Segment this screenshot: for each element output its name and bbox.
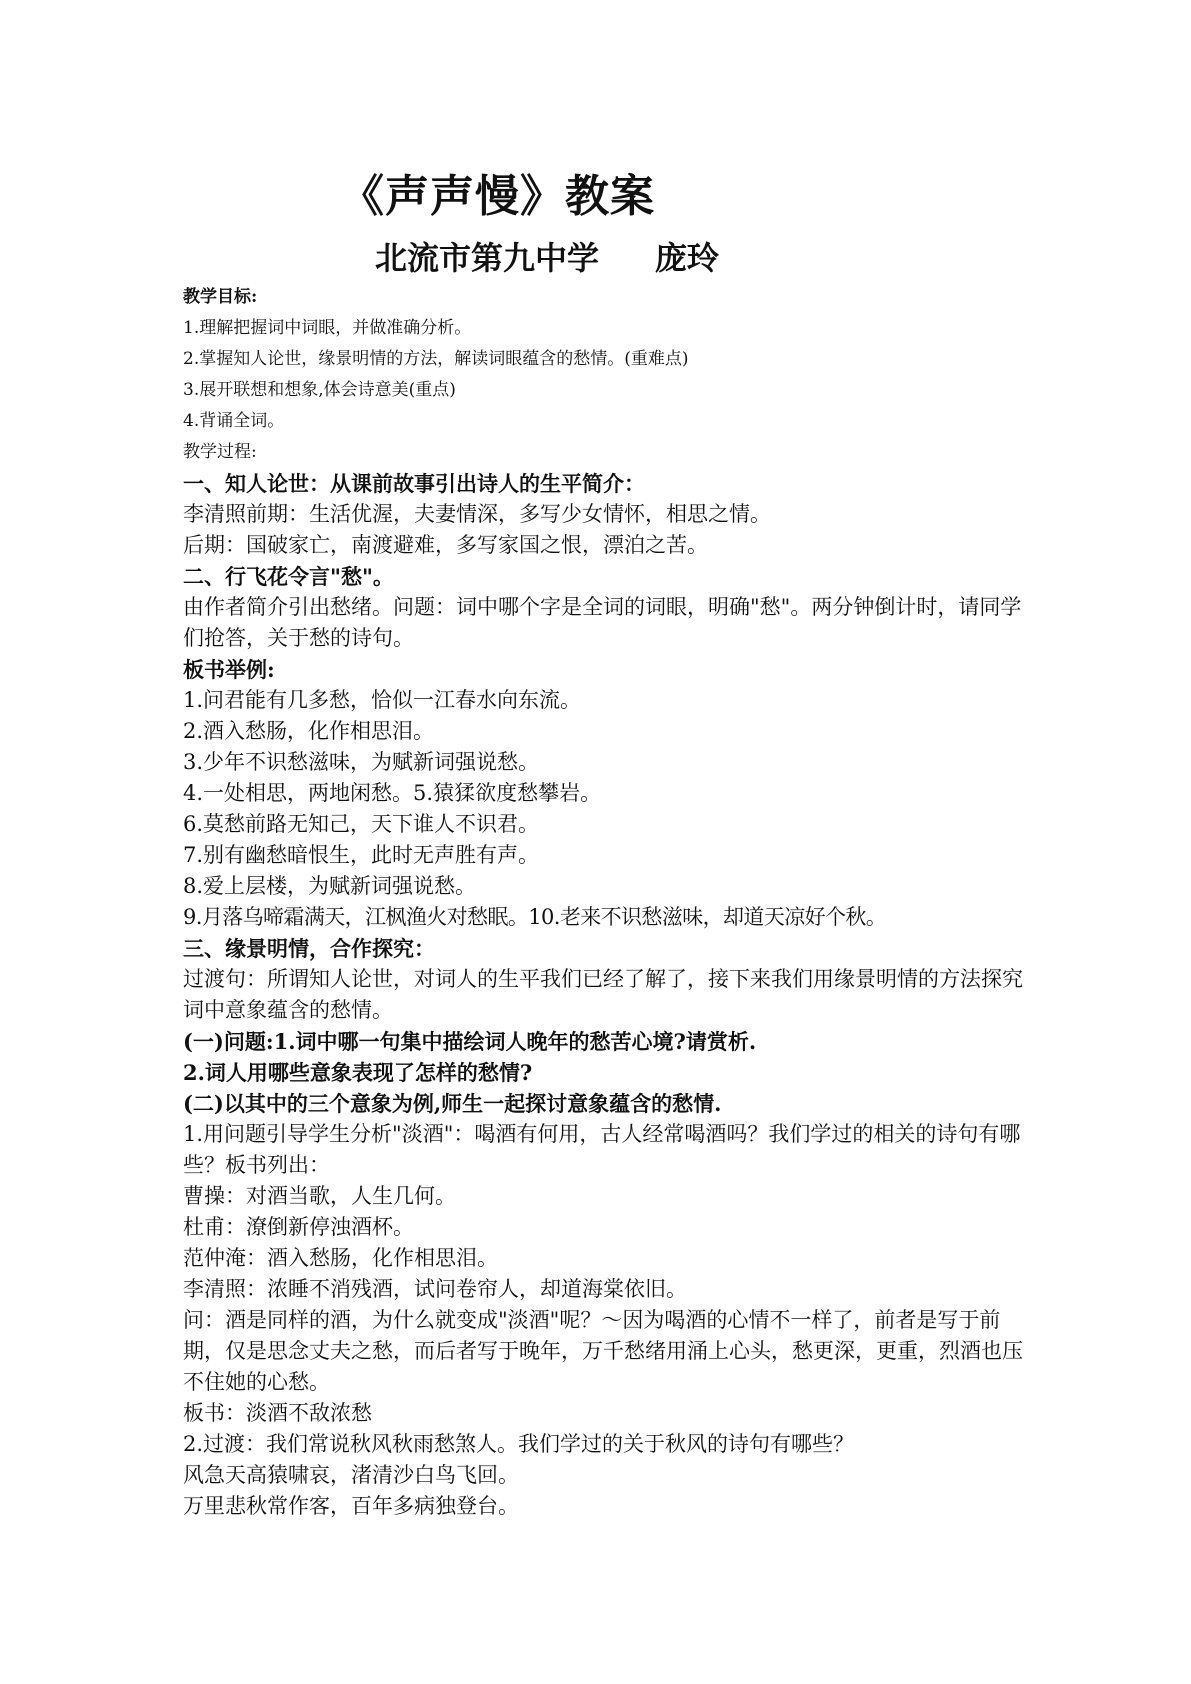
- objective-item: 3.展开联想和想象,体会诗意美(重点): [183, 380, 456, 400]
- section2-intro: 由作者简介引出愁绪。问题：词中哪个字是全词的词眼，明确"愁"。两分钟倒计时，请同学们抢答，关于愁的诗句。: [183, 595, 1022, 650]
- objective-item: 4.背诵全词。: [183, 411, 285, 431]
- board-heading: 板书举例:: [183, 657, 275, 682]
- wine-intro: 1.用问题引导学生分析"淡酒"：喝酒有何用，古人经常喝酒吗？我们学过的相关的诗句有哪些？板书列出：: [183, 1122, 1021, 1177]
- example-line: 9.月落乌啼霜满天，江枫渔火对愁眠。10.老来不识愁滋味，却道天凉好个秋。: [183, 905, 887, 929]
- objectives-heading: 教学目标:: [183, 287, 258, 307]
- wind-intro: 2.过渡：我们常说秋风秋雨愁煞人。我们学过的关于秋风的诗句有哪些？: [183, 1432, 855, 1456]
- section3-question2: 2.词人用哪些意象表现了怎样的愁情?: [183, 1060, 533, 1085]
- document-title: 《声声慢》教案: [340, 171, 655, 222]
- section3-heading: 三、缘景明情，合作探究：: [183, 936, 435, 961]
- wine-poem: 李清照：浓睡不消残酒，试问卷帘人，却道海棠依旧。: [183, 1277, 687, 1301]
- example-line: 1.问君能有几多愁，恰似一江春水向东流。: [183, 688, 582, 712]
- objective-item: 1.理解把握词中词眼，并做准确分析。: [183, 318, 472, 338]
- section3-part2: (二)以其中的三个意象为例,师生一起探讨意象蕴含的愁情.: [183, 1091, 722, 1116]
- example-line: 2.酒入愁肠，化作相思泪。: [183, 719, 435, 743]
- author-name: 庞玲: [655, 239, 720, 277]
- wine-poem: 范仲淹：酒入愁肠，化作相思泪。: [183, 1246, 498, 1270]
- section2-heading: 二、行飞花令言"愁"。: [183, 564, 394, 589]
- section3-transition: 过渡句：所谓知人论世，对词人的生平我们已经了解了，接下来我们用缘景明情的方法探究词中意象蕴含的愁情。: [183, 967, 1023, 1022]
- section1-line: 李清照前期：生活优渥，夫妻情深，多写少女情怀，相思之情。: [183, 502, 771, 526]
- section1-line: 后期：国破家亡，南渡避难，多写家国之恨，漂泊之苦。: [183, 533, 708, 557]
- example-line: 3.少年不识愁滋味，为赋新词强说愁。: [183, 750, 540, 774]
- process-heading: 教学过程:: [183, 442, 257, 462]
- wine-poem: 杜甫：潦倒新停浊酒杯。: [183, 1215, 414, 1239]
- document-body: [183, 282, 1023, 1522]
- objective-item: 2.掌握知人论世，缘景明情的方法，解读词眼蕴含的愁情。(重难点): [183, 349, 689, 369]
- school-name: 北流市第九中学: [375, 239, 600, 277]
- example-line: 6.莫愁前路无知己，天下谁人不识君。: [183, 812, 540, 836]
- document-byline: [375, 233, 719, 279]
- wine-question: 问：酒是同样的酒，为什么就变成"淡酒"呢？～因为喝酒的心情不一样了，前者是写于前期，仅是思念丈夫之愁，而后者写于晚年，万千愁绪用涌上心头，愁更深，更重，烈酒也压不住她的心愁。: [183, 1308, 1023, 1394]
- example-line: 7.别有幽愁暗恨生，此时无声胜有声。: [183, 843, 540, 867]
- wine-poem: 曹操：对酒当歌，人生几何。: [183, 1184, 456, 1208]
- example-line: 4.一处相思，两地闲愁。5.猿猱欲度愁攀岩。: [183, 781, 602, 805]
- wine-board: 板书：淡酒不敌浓愁: [183, 1401, 372, 1425]
- section1-heading: 一、知人论世：从课前故事引出诗人的生平简介：: [183, 471, 645, 496]
- wind-poem: 风急天高猿啸哀，渚清沙白鸟飞回。: [183, 1463, 519, 1487]
- example-line: 8.爱上层楼，为赋新词强说愁。: [183, 874, 477, 898]
- section3-question1: (一)问题:1.词中哪一句集中描绘词人晚年的愁苦心境?请赏析.: [183, 1029, 757, 1054]
- wind-poem: 万里悲秋常作客，百年多病独登台。: [183, 1494, 519, 1518]
